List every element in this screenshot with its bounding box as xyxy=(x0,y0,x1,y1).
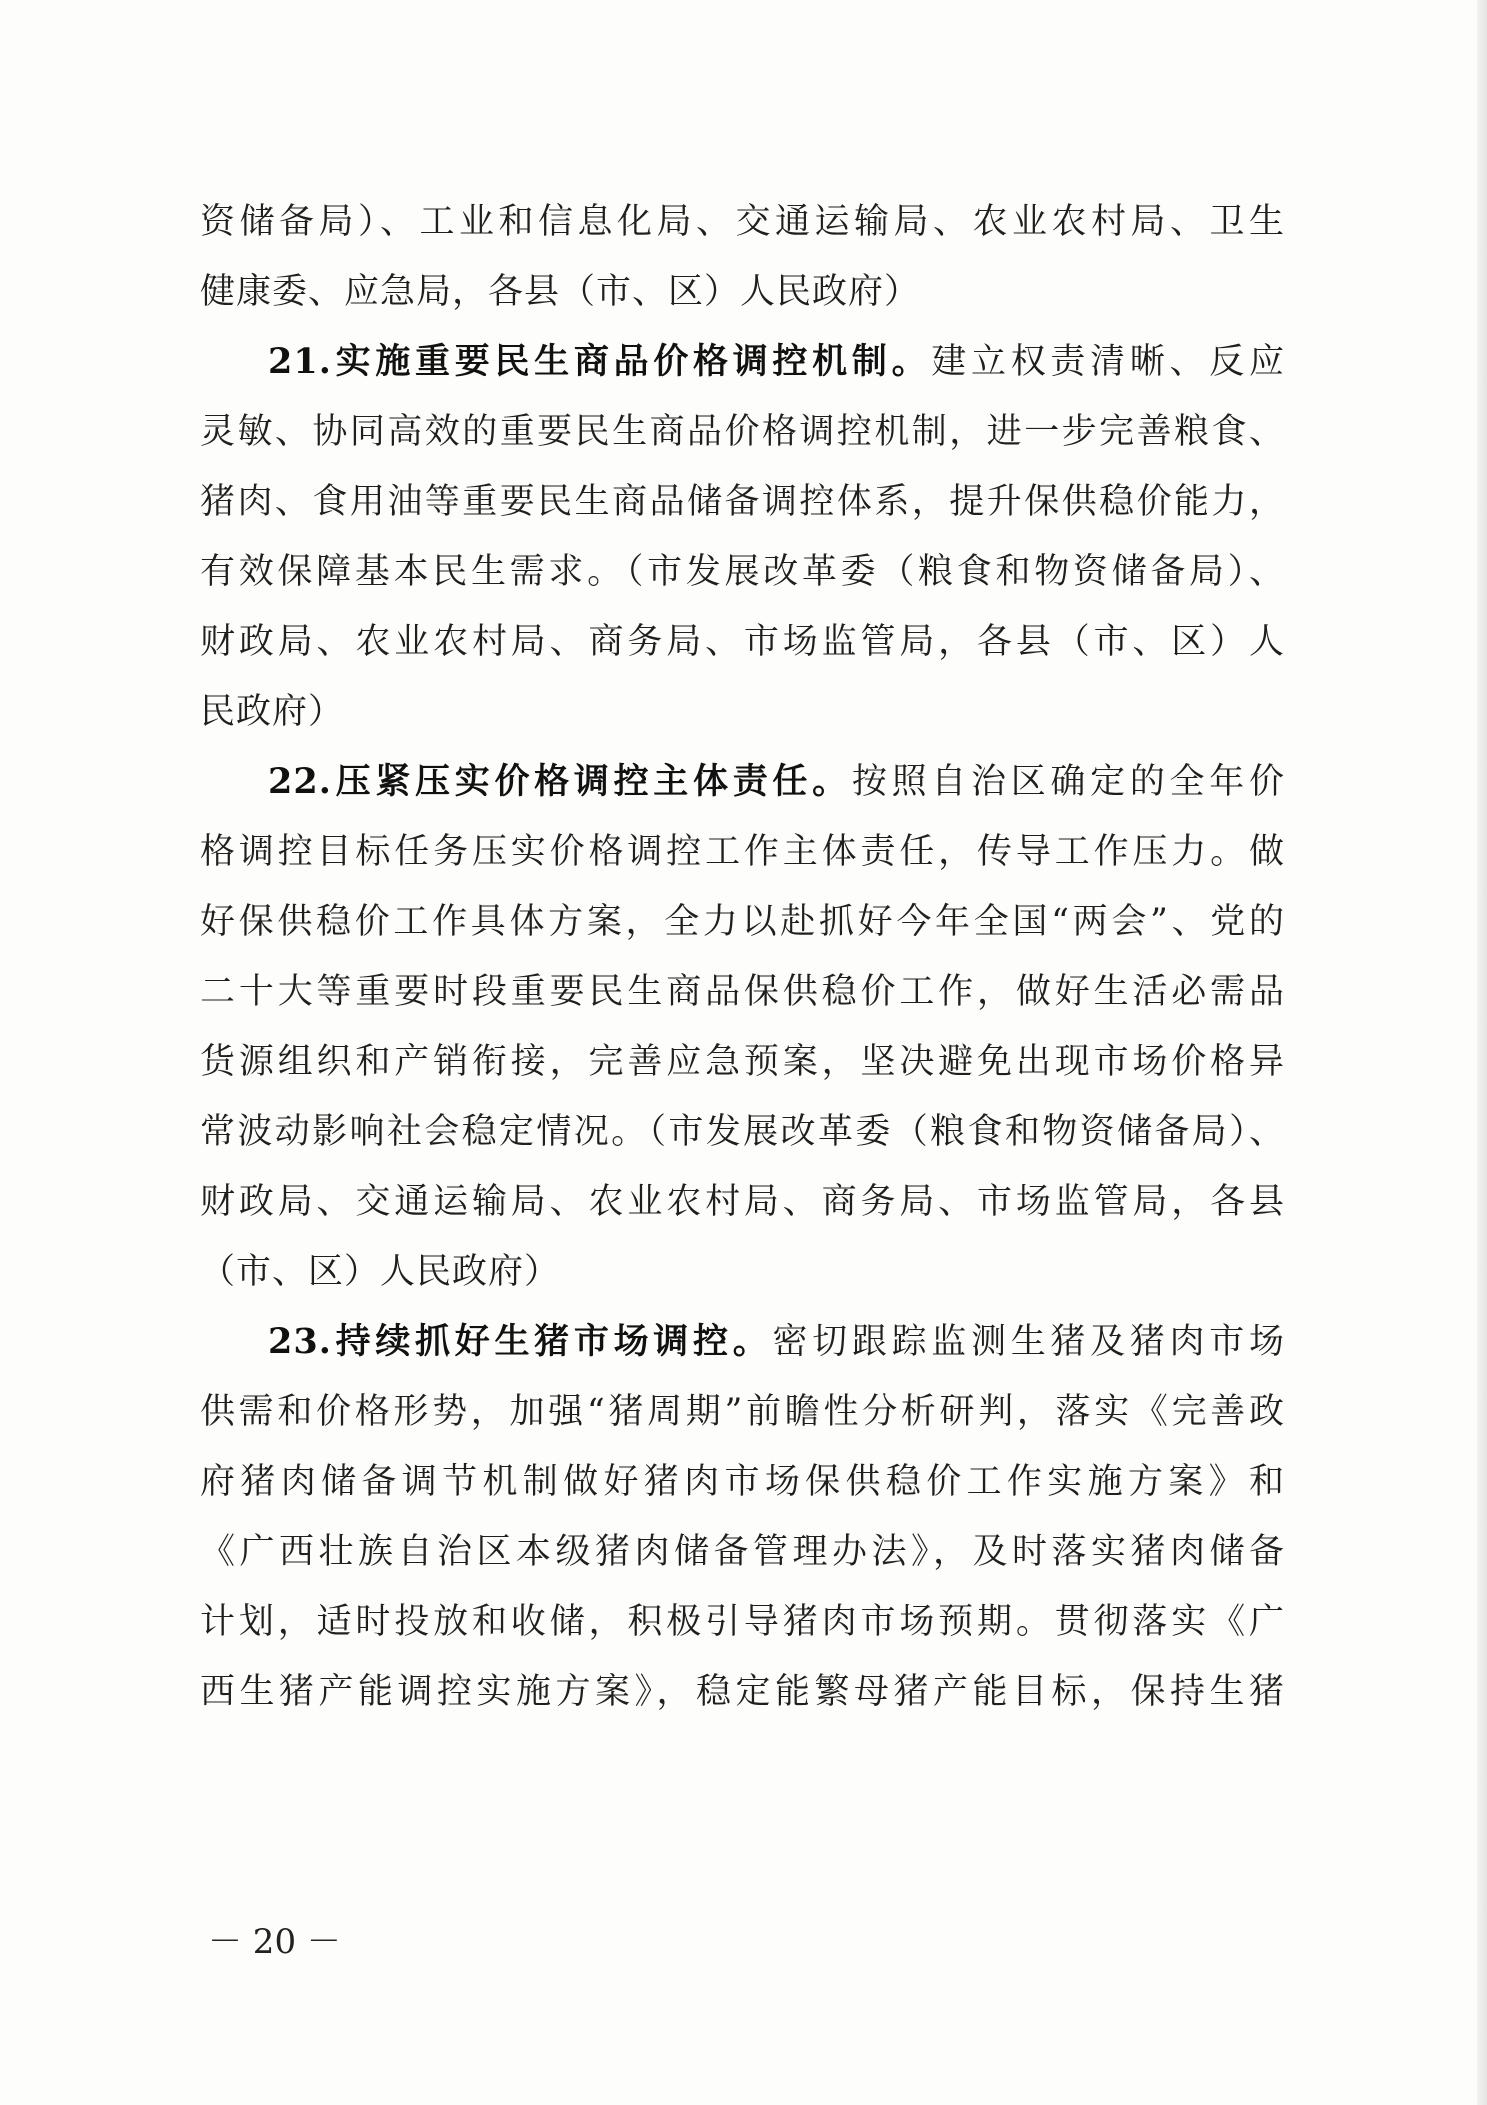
body-line: 常波动影响社会稳定情况。（市发展改革委（粮食和物资储备局）、 xyxy=(200,1112,1285,1152)
body-line: 好保供稳价工作具体方案，全力以赴抓好今年全国“两会”、党的 xyxy=(200,902,1285,942)
body-line: 二十大等重要时段重要民生商品保供稳价工作，做好生活必需品 xyxy=(200,972,1285,1012)
body-line: 货源组织和产销衔接，完善应急预案，坚决避免出现市场价格异 xyxy=(200,1042,1285,1082)
body-line: 格调控目标任务压实价格调控工作主体责任，传导工作压力。做 xyxy=(200,832,1285,872)
body-line: 健康委、应急局，各县（市、区）人民政府） xyxy=(200,272,921,312)
section-heading-line xyxy=(268,1312,1285,1372)
section-heading: 23.持续抓好生猪市场调控。 xyxy=(268,1321,773,1362)
body-line: 民政府） xyxy=(200,692,345,732)
body-line: 西生猪产能调控实施方案》，稳定能繁母猪产能目标，保持生猪 xyxy=(200,1672,1285,1712)
body-line: 《广西壮族自治区本级猪肉储备管理办法》，及时落实猪肉储备 xyxy=(200,1532,1285,1572)
section-lead-text: 按照自治区确定的全年价 xyxy=(851,762,1285,802)
body-line: 灵敏、协同高效的重要民生商品价格调控机制，进一步完善粮食、 xyxy=(200,412,1285,452)
section-heading: 22.压紧压实价格调控主体责任。 xyxy=(268,761,852,802)
body-line: 府猪肉储备调节机制做好猪肉市场保供稳价工作实施方案》和 xyxy=(200,1462,1285,1502)
section-lead-text: 建立权责清晰、反应 xyxy=(931,342,1285,382)
section-heading: 21.实施重要民生商品价格调控机制。 xyxy=(268,341,932,382)
body-line: 计划，适时投放和收储，积极引导猪肉市场预期。贯彻落实《广 xyxy=(200,1602,1285,1642)
body-line: 财政局、农业农村局、商务局、市场监管局，各县（市、区）人 xyxy=(200,622,1285,662)
body-line: 财政局、交通运输局、农业农村局、商务局、市场监管局，各县 xyxy=(200,1182,1285,1222)
section-heading-line xyxy=(268,332,1285,392)
body-line: 资储备局）、工业和信息化局、交通运输局、农业农村局、卫生 xyxy=(200,202,1285,242)
section-lead-text: 密切跟踪监测生猪及猪肉市场 xyxy=(772,1322,1285,1362)
body-line: 有效保障基本民生需求。（市发展改革委（粮食和物资储备局）、 xyxy=(200,552,1285,592)
page-edge-shadow xyxy=(1477,0,1487,2105)
body-line: 猪肉、食用油等重要民生商品储备调控体系，提升保供稳价能力， xyxy=(200,482,1285,522)
page-number: － 20 － xyxy=(208,1922,341,1962)
section-heading-line xyxy=(268,752,1285,812)
body-line: （市、区）人民政府） xyxy=(200,1252,561,1292)
body-line: 供需和价格形势，加强“猪周期”前瞻性分析研判，落实《完善政 xyxy=(200,1392,1285,1432)
